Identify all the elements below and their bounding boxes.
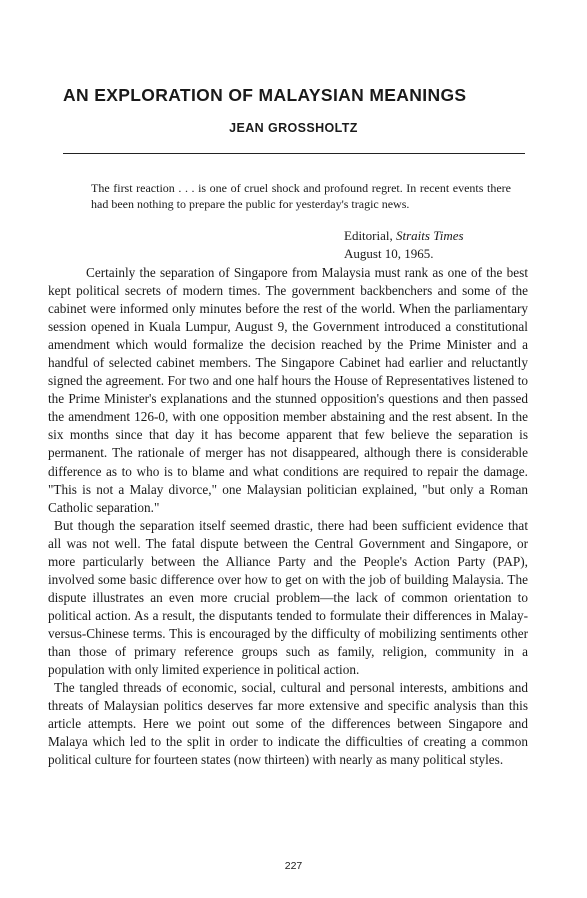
- page-number: 227: [284, 860, 303, 872]
- body-paragraph-1: Certainly the separation of Singapore from Malaysia must rank as one of the best kept political secrets of modern times. The government backbenchers and some of the cabinet were informed only minutes before the rest of the world. When the parliamentary session opened in Kuala Lumpur, August 9, the Government introduced a constitutional amendment which would formalize the decision reached by the Prime Minister and a handful of selected cabinet members. The Singapore Cabinet had earlier and reluctantly signed the agreement. For two and one half hours the House of Representatives listened to the Prime Minister's explanations and the stunned opposition's questions and then passed the amendment 126-0, with one opposition member abstaining and the rest absent. In the six months since that day it has become apparent that few believe the separation is permanent. The rationale of merger has not disappeared, although there is considerable difference as to who is to blame and what conditions are required to repair the damage. "This is not a Malay divorce," one Malaysian politician explained, "but only a Roman Catholic separation.": [48, 265, 528, 515]
- article-body: [48, 264, 528, 769]
- attribution-date: August 10, 1965.: [344, 246, 434, 261]
- article-author: JEAN GROSSHOLTZ: [229, 121, 358, 135]
- epigraph-attribution: [344, 227, 544, 263]
- body-paragraph-3: The tangled threads of economic, social, cultural and personal interests, ambitions and threats of Malaysian politics deserves far more extensive and specific analysis than this article attempts. Here we point out some of the differences between Singapore and Malaya which led to the split in order to indicate the difficulties of creating a common political culture for fourteen states (now thirteen) with nearly as many political styles.: [48, 680, 528, 768]
- body-paragraph-2: But though the separation itself seemed drastic, there had been sufficient evidence that all was not well. The fatal dispute between the Central Government and Singapore, or more particularly between the Alliance Party and the People's Action Party (PAP), involved some basic difference over how to get on with the job of building Malaysia. The dispute illustrates an even more crucial problem—the lack of common orientation to political action. As a result, the disputants tended to formulate their differences in Malay-versus-Chinese terms. This is encouraged by the difficulty of mobilizing sentiments other than those of primary reference groups such as family, religion, community in a population with only limited experience in political action.: [48, 517, 528, 678]
- header-divider: [63, 153, 525, 154]
- attribution-source-line: [344, 227, 544, 245]
- epigraph-quote: The first reaction . . . is one of cruel shock and profound regret. In recent events there had been nothing to prepare the public for yesterday's tragic news.: [91, 181, 511, 211]
- article-title: AN EXPLORATION OF MALAYSIAN MEANINGS: [63, 85, 467, 105]
- attribution-prefix: Editorial,: [344, 228, 396, 243]
- attribution-source: Straits Times: [396, 228, 464, 243]
